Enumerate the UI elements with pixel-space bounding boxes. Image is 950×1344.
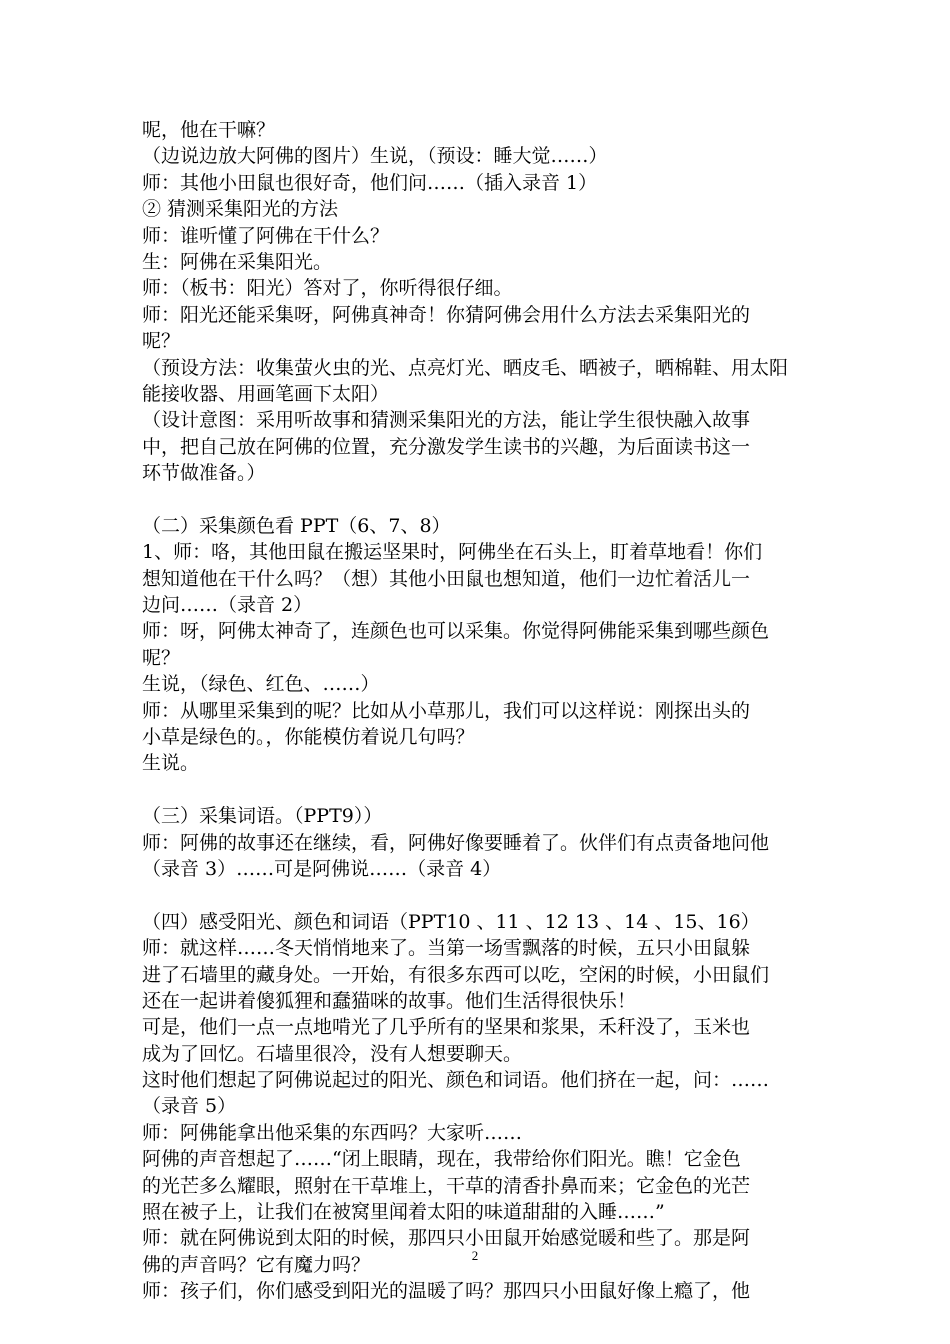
text-line: 环节做准备。） xyxy=(142,462,266,485)
text-line: （录音 5） xyxy=(142,1095,237,1118)
text-line: 师：其他小田鼠也很好奇，他们问……（插入录音 1） xyxy=(142,171,598,194)
text-line: 中，把自己放在阿佛的位置，充分激发学生读书的兴趣，为后面读书这一 xyxy=(142,435,751,458)
text-line: 呢，他在干嘛？ xyxy=(142,119,276,141)
text-line: （预设方法：收集萤火虫的光、点亮灯光、晒皮毛、晒被子，晒棉鞋、用太阳 xyxy=(142,356,789,379)
text-line: 可是，他们一点一点地啃光了几乎所有的坚果和浆果，禾秆没了，玉米也 xyxy=(142,1016,751,1039)
text-line: 师：从哪里采集到的呢？比如从小草那儿，我们可以这样说：刚探出头的 xyxy=(142,699,751,722)
text-line: 师：阿佛能拿出他采集的东西吗？大家听…… xyxy=(142,1121,523,1144)
text-line: （二）采集颜色看 PPT（6、7、8） xyxy=(142,514,451,537)
page-number: 2 xyxy=(471,1248,479,1263)
text-line: 生说。 xyxy=(142,752,200,775)
text-line: 这时他们想起了阿佛说起过的阳光、颜色和词语。他们挤在一起，问：…… xyxy=(142,1069,770,1092)
text-line: 师：谁听懂了阿佛在干什么？ xyxy=(142,224,390,247)
document-body xyxy=(142,117,858,1305)
text-line: 能接收器、用画笔画下太阳） xyxy=(142,382,390,405)
text-line: （边说边放大阿佛的图片）生说，（预设：睡大觉……） xyxy=(142,145,608,168)
paragraph-spacer xyxy=(142,882,858,908)
text-line: 进了石墙里的藏身处。一开始，有很多东西可以吃，空闲的时候，小田鼠们 xyxy=(142,963,770,986)
text-line: 的光芒多么耀眼，照射在干草堆上，干草的清香扑鼻而来；它金色的光芒 xyxy=(142,1174,751,1197)
text-line: 师：孩子们，你们感受到阳光的温暖了吗？那四只小田鼠好像上瘾了，他 xyxy=(142,1280,751,1303)
text-line: ② 猜测采集阳光的方法 xyxy=(142,198,339,221)
text-line: 1、师：咯，其他田鼠在搬运坚果时，阿佛坐在石头上，盯着草地看！你们 xyxy=(142,541,763,564)
text-line: 生说，（绿色、红色、……） xyxy=(142,673,380,696)
paragraph-spacer xyxy=(142,486,858,512)
text-line: 师：就在阿佛说到太阳的时候，那四只小田鼠开始感觉暖和些了。那是阿 xyxy=(142,1227,751,1250)
paragraph-spacer xyxy=(142,777,858,803)
text-line: 师：（板书：阳光）答对了，你听得很仔细。 xyxy=(142,277,513,300)
text-line: 师：阳光还能采集呀，阿佛真神奇！你猜阿佛会用什么方法去采集阳光的 xyxy=(142,303,751,326)
text-line: 成为了回忆。石墙里很冷，没有人想要聊天。 xyxy=(142,1042,523,1065)
text-line: 师：阿佛的故事还在继续，看，阿佛好像要睡着了。伙伴们有点责备地问他 xyxy=(142,831,770,854)
text-line: 师：呀，阿佛太神奇了，连颜色也可以采集。你觉得阿佛能采集到哪些颜色 xyxy=(142,620,770,643)
text-line: 还在一起讲着傻狐狸和蠢猫咪的故事。他们生活得很快乐！ xyxy=(142,989,637,1012)
text-line: 呢？ xyxy=(142,330,181,353)
text-line: 师：就这样……冬天悄悄地来了。当第一场雪飘落的时候，五只小田鼠躲 xyxy=(142,937,751,960)
text-line: （录音 3）……可是阿佛说……（录音 4） xyxy=(142,857,502,880)
text-line: 小草是绿色的。，你能模仿着说几句吗？ xyxy=(142,725,475,748)
text-line: 阿佛的声音想起了……“闭上眼睛，现在，我带给你们阳光。瞧！它金色 xyxy=(142,1148,741,1171)
text-line: （四）感受阳光、颜色和词语（PPT10 、11 、12 13 、14 、15、16） xyxy=(142,910,760,933)
text-line: （设计意图：采用听故事和猜测采集阳光的方法，能让学生很快融入故事 xyxy=(142,409,751,432)
text-line: （三）采集词语。（PPT9）） xyxy=(142,805,383,828)
text-line: 生：阿佛在采集阳光。 xyxy=(142,250,333,273)
text-line: 边问……（录音 2） xyxy=(142,594,313,617)
text-line: 呢？ xyxy=(142,646,181,669)
text-line: 佛的声音吗？它有魔力吗？ xyxy=(142,1253,371,1276)
text-line: 想知道他在干什么吗？（想）其他小田鼠也想知道，他们一边忙着活儿一 xyxy=(142,567,751,590)
text-line: 照在被子上，让我们在被窝里闻着太阳的味道甜甜的入睡……” xyxy=(142,1201,665,1224)
